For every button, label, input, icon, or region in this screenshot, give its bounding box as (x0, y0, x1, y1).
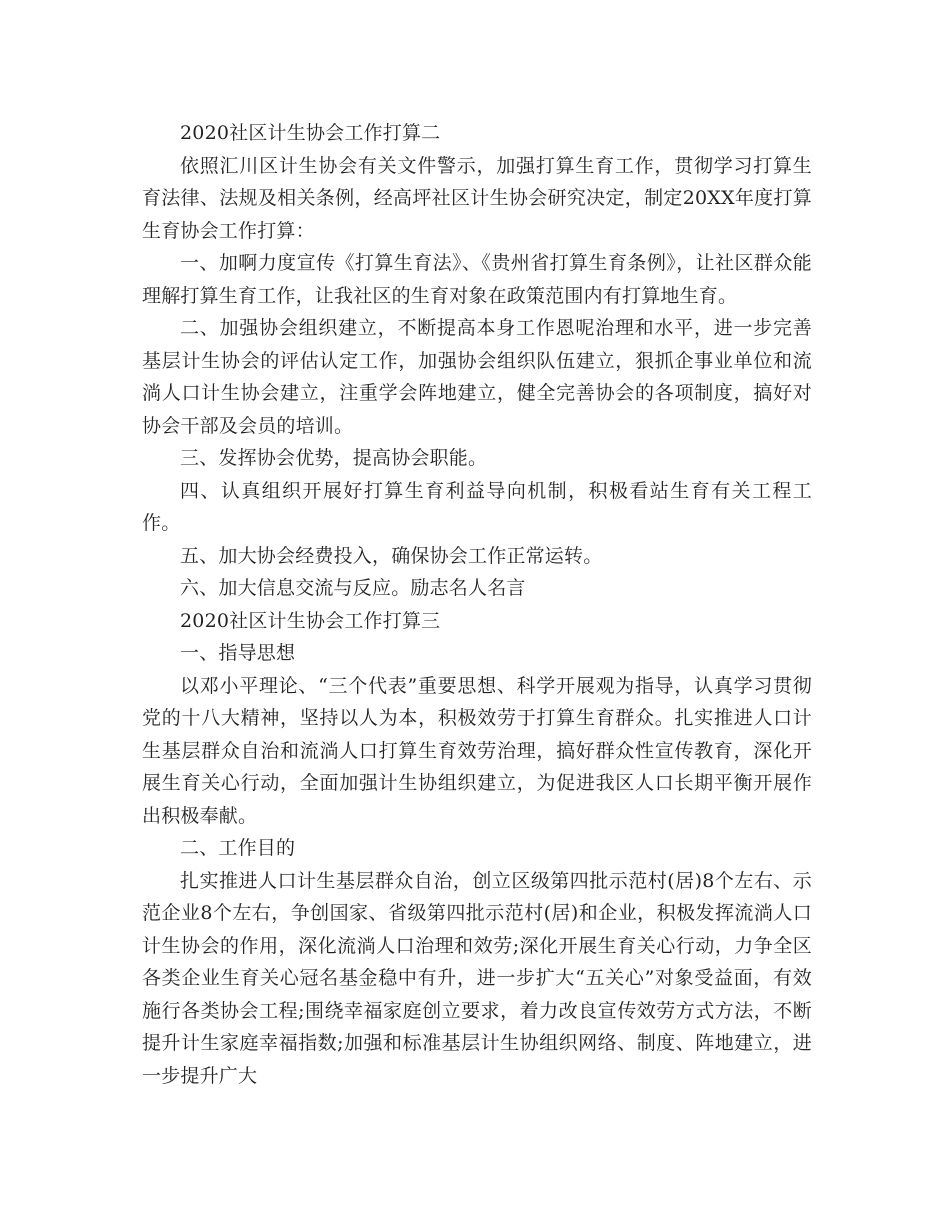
item-1-paragraph: 一、加啊力度宣传《打算生育法》、《贵州省打算生育条例》，让社区群众能理解打算生育工作，让我社区的生育对象在政策范围内有打算地生育。 (142, 252, 812, 307)
heading-work-goals: 二、工作目的 (180, 837, 296, 859)
guiding-thought-paragraph: 以邓小平理论、“三个代表”重要思想、科学开展观为指导，认真学习贯彻党的十八大精神，坚持以人为本，积极效劳于打算生育群众。扎实推进人口计生基层群众自治和流淌人口打算生育效劳治理，搞好群众性宣传教育，深化开展生育关心行动，全面加强计生协组织建立，为促进我区人口长期平衡开展作出积极奉献。 (142, 674, 812, 827)
document-body (142, 117, 812, 1092)
work-goals-paragraph: 扎实推进人口计生基层群众自治，创立区级第四批示范村(居)8个左右、示范企业8个左右，争创国家、省级第四批示范村(居)和企业，积极发挥流淌人口计生协会的作用，深化流淌人口治理和效劳;深化开展生育关心行动，力争全区各类企业生育关心冠名基金稳中有升，进一步扩大“五关心”对象受益面，有效施行各类协会工程;围绕幸福家庭创立要求，着力改良宣传效劳方式方法，不断提升计生家庭幸福指数;加强和标准基层计生协组织网络、制度、阵地建立，进一步提升广大 (142, 869, 812, 1087)
heading-guiding-thought: 一、指导思想 (180, 642, 296, 664)
item-5-paragraph: 五、加大协会经费投入，确保协会工作正常运转。 (180, 544, 603, 567)
item-6-paragraph: 六、加大信息交流与反应。励志名人名言 (180, 577, 526, 599)
item-2-paragraph: 二、加强协会组织建立，不断提高本身工作恩呢治理和水平，进一步完善基层计生协会的评估认定工作，加强协会组织队伍建立，狠抓企事业单位和流淌人口计生协会建立，注重学会阵地建立，健全完善协会的各项制度，搞好对协会干部及会员的培训。 (142, 317, 812, 437)
section-title-2: 2020社区计生协会工作打算二 (180, 122, 441, 144)
item-3-paragraph: 三、发挥协会优势，提高协会职能。 (180, 447, 488, 469)
intro-paragraph: 依照汇川区计生协会有关文件警示，加强打算生育工作，贯彻学习打算生育法律、法规及相关条例，经高坪社区计生协会研究决定，制定20XX年度打算生育协会工作打算： (142, 154, 812, 242)
item-4-paragraph: 四、认真组织开展好打算生育利益导向机制，积极看站生育有关工程工作。 (142, 479, 812, 534)
section-title-3: 2020社区计生协会工作打算三 (180, 609, 441, 632)
